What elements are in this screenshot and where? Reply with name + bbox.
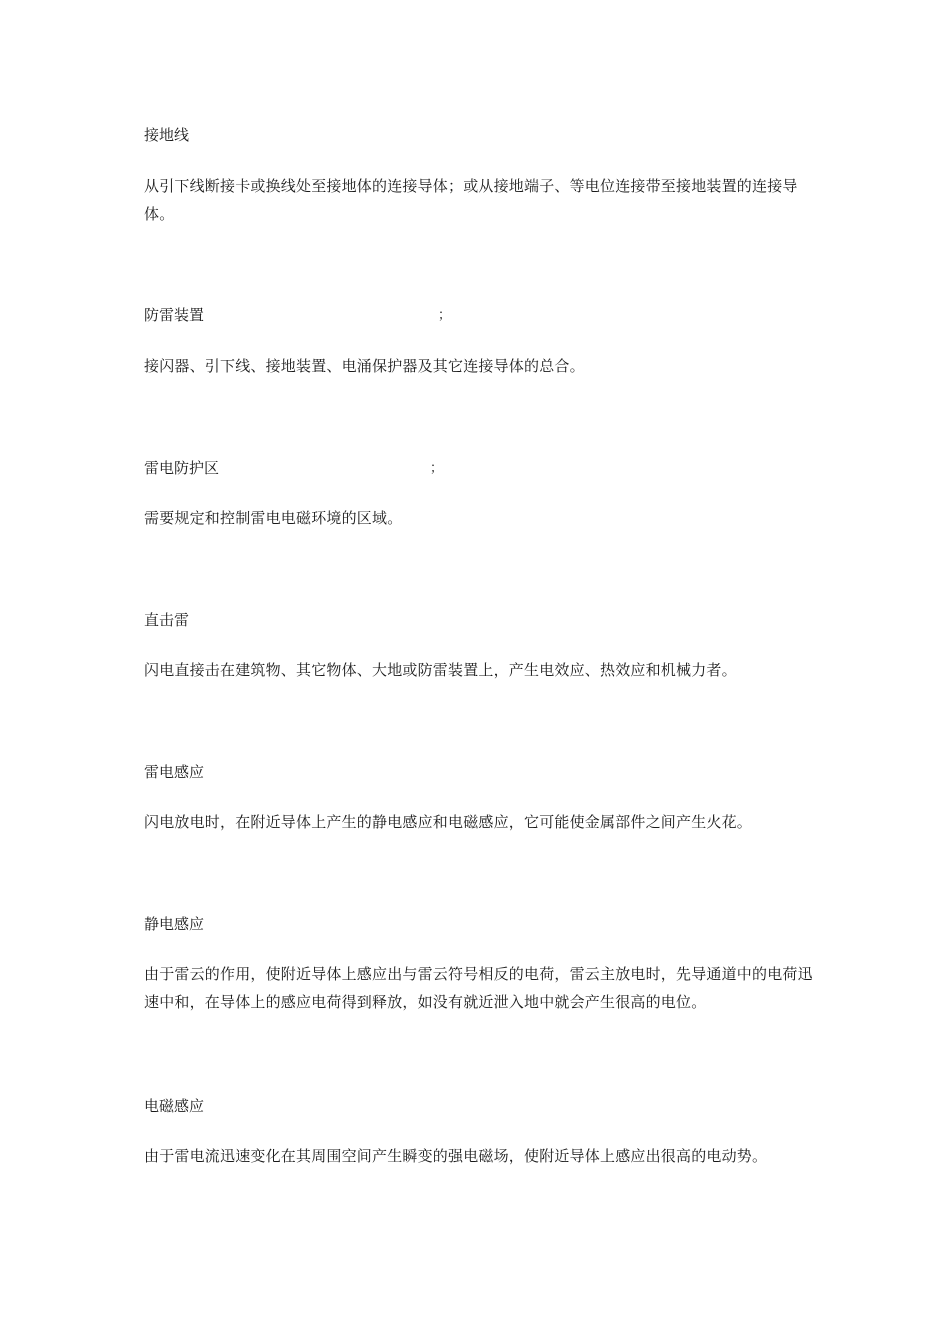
term-definition: 需要规定和控制雷电电磁环境的区域。	[144, 509, 403, 527]
term-heading: 雷电感应	[144, 763, 205, 781]
term-heading: 静电感应	[144, 915, 205, 933]
term-definition: 由于雷云的作用，使附近导体上感应出与雷云符号相反的电荷，雷云主放电时，先导通道中的电荷迅速中和，在导体上的感应电荷得到释放，如没有就近泄入地中就会产生很高的电位。	[144, 965, 813, 1011]
term-heading: 电磁感应	[144, 1097, 205, 1115]
term-definition: 接闪器、引下线、接地装置、电涌保护器及其它连接导体的总合。	[144, 357, 585, 375]
term-definition: 从引下线断接卡或换线处至接地体的连接导体；或从接地端子、等电位连接带至接地装置的连接导体。	[144, 177, 798, 223]
term-definition: 由于雷电流迅速变化在其周围空间产生瞬变的强电磁场，使附近导体上感应出很高的电动势。	[144, 1147, 768, 1165]
term-definition: 闪电放电时，在附近导体上产生的静电感应和电磁感应，它可能使金属部件之间产生火花。	[144, 813, 753, 831]
term-separator: ；	[430, 461, 444, 476]
term-separator: ；	[438, 308, 452, 323]
term-heading: 接地线	[144, 126, 190, 144]
term-heading: 雷电防护区	[144, 459, 220, 477]
term-heading: 防雷装置	[144, 306, 205, 324]
term-definition: 闪电直接击在建筑物、其它物体、大地或防雷装置上，产生电效应、热效应和机械力者。	[144, 661, 737, 679]
term-heading: 直击雷	[144, 611, 190, 629]
